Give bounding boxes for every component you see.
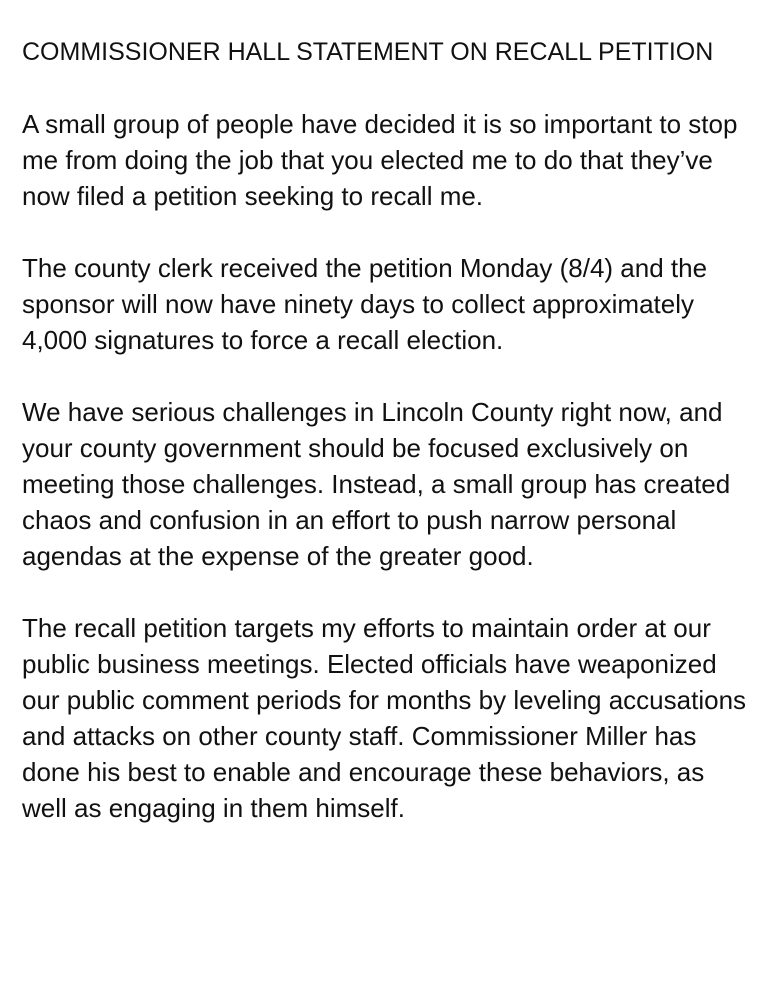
paragraph-4: The recall petition targets my efforts to maintain order at our public business meetings. Elected officials have weaponized our public comment periods for months by leveling accusations and attacks on other county staff. Commissioner Miller has done his best to enable and encourage these behaviors, as well as engaging in them himself. — [22, 613, 747, 823]
paragraph-2: The county clerk received the petition Monday (8/4) and the sponsor will now have ninety days to collect approximately 4,000 signatures to force a recall election. — [22, 253, 708, 355]
statement-document — [22, 34, 752, 826]
paragraph-1: A small group of people have decided it is so important to stop me from doing the job that you elected me to do that they’ve now filed a petition seeking to recall me. — [22, 109, 738, 211]
paragraph-3: We have serious challenges in Lincoln County right now, and your county government should be focused exclusively on meeting those challenges. Instead, a small group has created chaos and confusion in an effort to push narrow personal agendas at the expense of the greater good. — [22, 397, 731, 571]
statement-title: COMMISSIONER HALL STATEMENT ON RECALL PETITION — [22, 38, 714, 66]
